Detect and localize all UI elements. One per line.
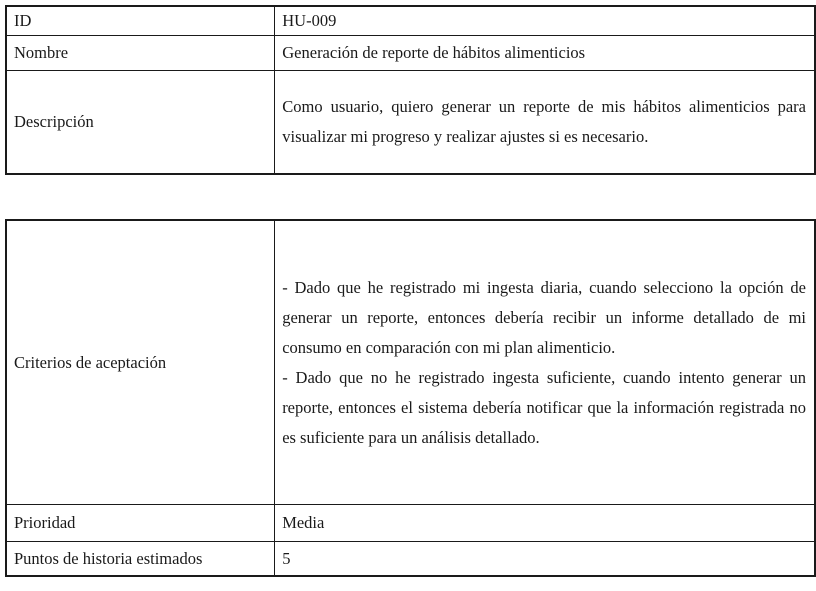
table-row-nombre [6,36,815,71]
descripcion-label: Descripción [6,71,275,175]
criterios-label: Criterios de aceptación [6,220,275,505]
table-row-descripcion [6,71,815,175]
puntos-value: 5 [275,542,815,577]
user-story-header-table [5,5,816,175]
table-row-criterios [6,220,815,505]
id-label: ID [6,6,275,36]
id-value: HU-009 [275,6,815,36]
criterios-value [275,220,815,505]
prioridad-label: Prioridad [6,505,275,542]
puntos-label: Puntos de historia estimados [6,542,275,577]
user-story-details-table [5,219,816,577]
descripcion-value: Como usuario, quiero generar un reporte de mis hábitos alimenticios para visualizar mi progreso y realizar ajustes si es necesario. [275,71,815,175]
nombre-label: Nombre [6,36,275,71]
table-row-prioridad [6,505,815,542]
nombre-value: Generación de reporte de hábitos alimenticios [275,36,815,71]
criterio-item-2: - Dado que no he registrado ingesta suficiente, cuando intento generar un reporte, entonces el sistema debería notificar que la información registrada no es suficiente para un análisis detallado. [282,367,806,447]
table-row-puntos [6,542,815,577]
table-row-id [6,6,815,36]
prioridad-value: Media [275,505,815,542]
criterio-item-1: - Dado que he registrado mi ingesta diaria, cuando selecciono la opción de generar un reporte, entonces debería recibir un informe detallado de mi consumo en comparación con mi plan alimenticio. [282,277,806,357]
